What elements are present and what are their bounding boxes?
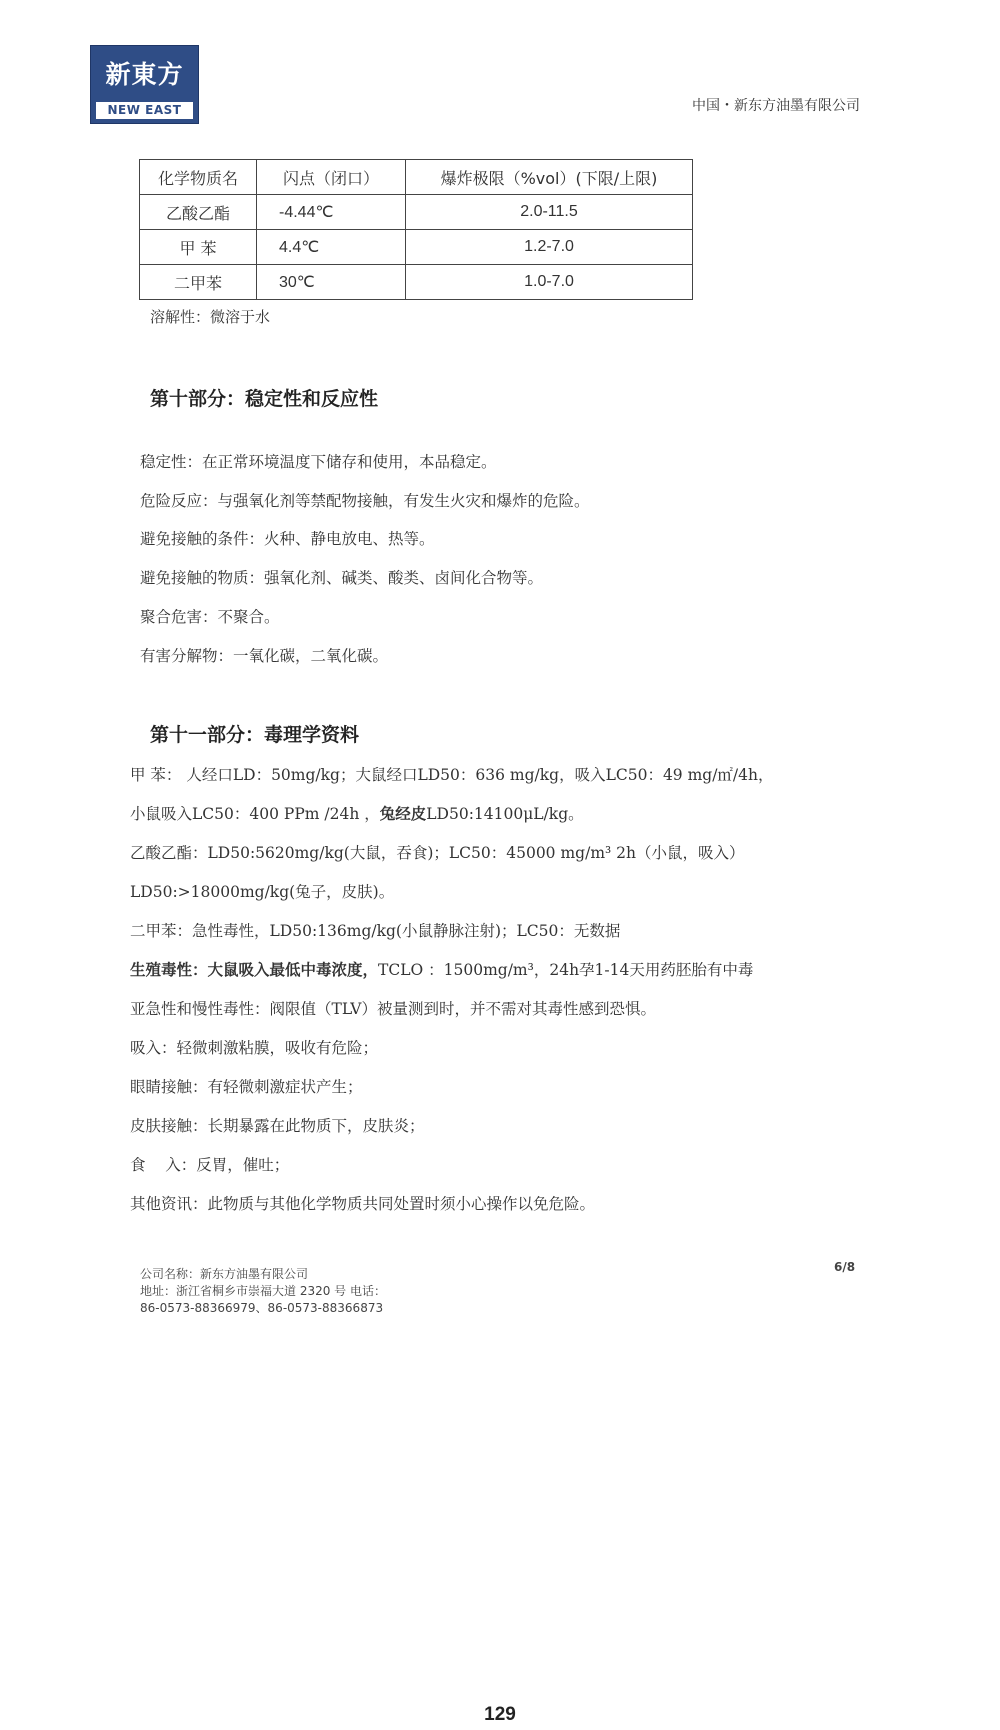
decomposition-products-line: 有害分解物：一氧化碳，二氧化碳。 [140,647,389,665]
text-span: LD50:14100μL/kg。 [426,805,584,823]
inhalation-line: 吸入：轻微刺激粘膜，吸收有危险； [130,1039,379,1057]
text-span: 小鼠吸入LC50：400 PPm /24h ， [130,805,380,823]
ethyl-acetate-toxicity-line: 乙酸乙酯：LD50:5620mg/kg(大鼠，吞食)；LC50：45000 mg/m³ 2h（小鼠，吸入） [130,844,745,862]
table-row [140,265,693,300]
table-cell: 4.4℃ [257,230,406,265]
footer-company-name: 公司名称：新东方油墨有限公司 [140,1267,309,1281]
materials-to-avoid-line: 避免接触的物质：强氧化剂、碱类、酸类、卤间化合物等。 [140,569,544,587]
table-header-row [140,160,693,195]
table-header-cell: 爆炸极限（%vol）(下限/上限) [406,160,693,195]
table-cell: 甲 苯 [140,230,257,265]
company-footer [140,1266,386,1317]
footer-phone: 86-0573-88366979、86-0573-88366873 [140,1301,384,1315]
table-cell: -4.44℃ [257,195,406,230]
bold-span: 兔经皮 [379,805,427,823]
toluene-toxicity-line-2 [130,802,584,824]
conditions-to-avoid-line: 避免接触的条件：火种、静电放电、热等。 [140,530,435,548]
table-cell: 2.0-11.5 [406,195,693,230]
table-row [140,230,693,265]
solubility-text: 溶解性：微溶于水 [150,308,271,326]
table-row [140,195,693,230]
other-info-line: 其他资讯：此物质与其他化学物质共同处置时须小心操作以免危险。 [130,1195,596,1213]
ethyl-acetate-toxicity-line-2: LD50:>18000mg/kg(兔子，皮肤)。 [130,883,395,901]
table-cell: 1.0-7.0 [406,265,693,300]
header-company-name: 中国・新东方油墨有限公司 [692,98,860,114]
table-cell: 1.2-7.0 [406,230,693,265]
skin-contact-line: 皮肤接触：长期暴露在此物质下，皮肤炎； [130,1117,425,1135]
polymerization-line: 聚合危害：不聚合。 [140,608,280,626]
page-number: 129 [484,1704,516,1725]
xylene-toxicity-line: 二甲苯：急性毒性，LD50:136mg/kg(小鼠静脉注射)；LC50：无数据 [130,922,621,940]
section-10-title: 第十部分：稳定性和反应性 [150,388,379,410]
ingestion-line: 食 入：反胃，催吐； [130,1156,290,1174]
logo-en-text: NEW EAST [96,102,193,119]
hazardous-reaction-line: 危险反应：与强氧化剂等禁配物接触，有发生火灾和爆炸的危险。 [140,492,590,510]
table-header-cell: 闪点（闭口） [257,160,406,195]
table-cell: 30℃ [257,265,406,300]
flash-point-table [139,159,693,300]
company-logo [90,45,199,124]
page-fraction: 6/8 [834,1260,856,1274]
reproductive-toxicity-line [130,958,753,980]
footer-address: 地址：浙江省桐乡市崇福大道 2320 号 电话： [140,1284,386,1298]
chronic-toxicity-line: 亚急性和慢性毒性：阀限值（TLV）被量测到时，并不需对其毒性感到恐惧。 [130,1000,656,1018]
table-cell: 乙酸乙酯 [140,195,257,230]
stability-line: 稳定性：在正常环境温度下储存和使用，本品稳定。 [140,453,497,471]
table-cell: 二甲苯 [140,265,257,300]
eye-contact-line: 眼睛接触：有轻微刺激症状产生； [130,1078,363,1096]
logo-cn-text: 新東方 [105,60,184,89]
section-11-title: 第十一部分：毒理学资料 [150,724,360,746]
table-header-cell: 化学物质名 [140,160,257,195]
toluene-toxicity-line: 甲 苯： 人经口LD：50mg/kg；大鼠经口LD50：636 mg/kg，吸入LC50：49 mg/㎡/4h， [130,766,774,784]
text-span: TCLO ：1500mg/m³，24h孕1-14天用药胚胎有中毒 [378,961,754,979]
bold-span: 生殖毒性：大鼠吸入最低中毒浓度， [130,961,379,979]
